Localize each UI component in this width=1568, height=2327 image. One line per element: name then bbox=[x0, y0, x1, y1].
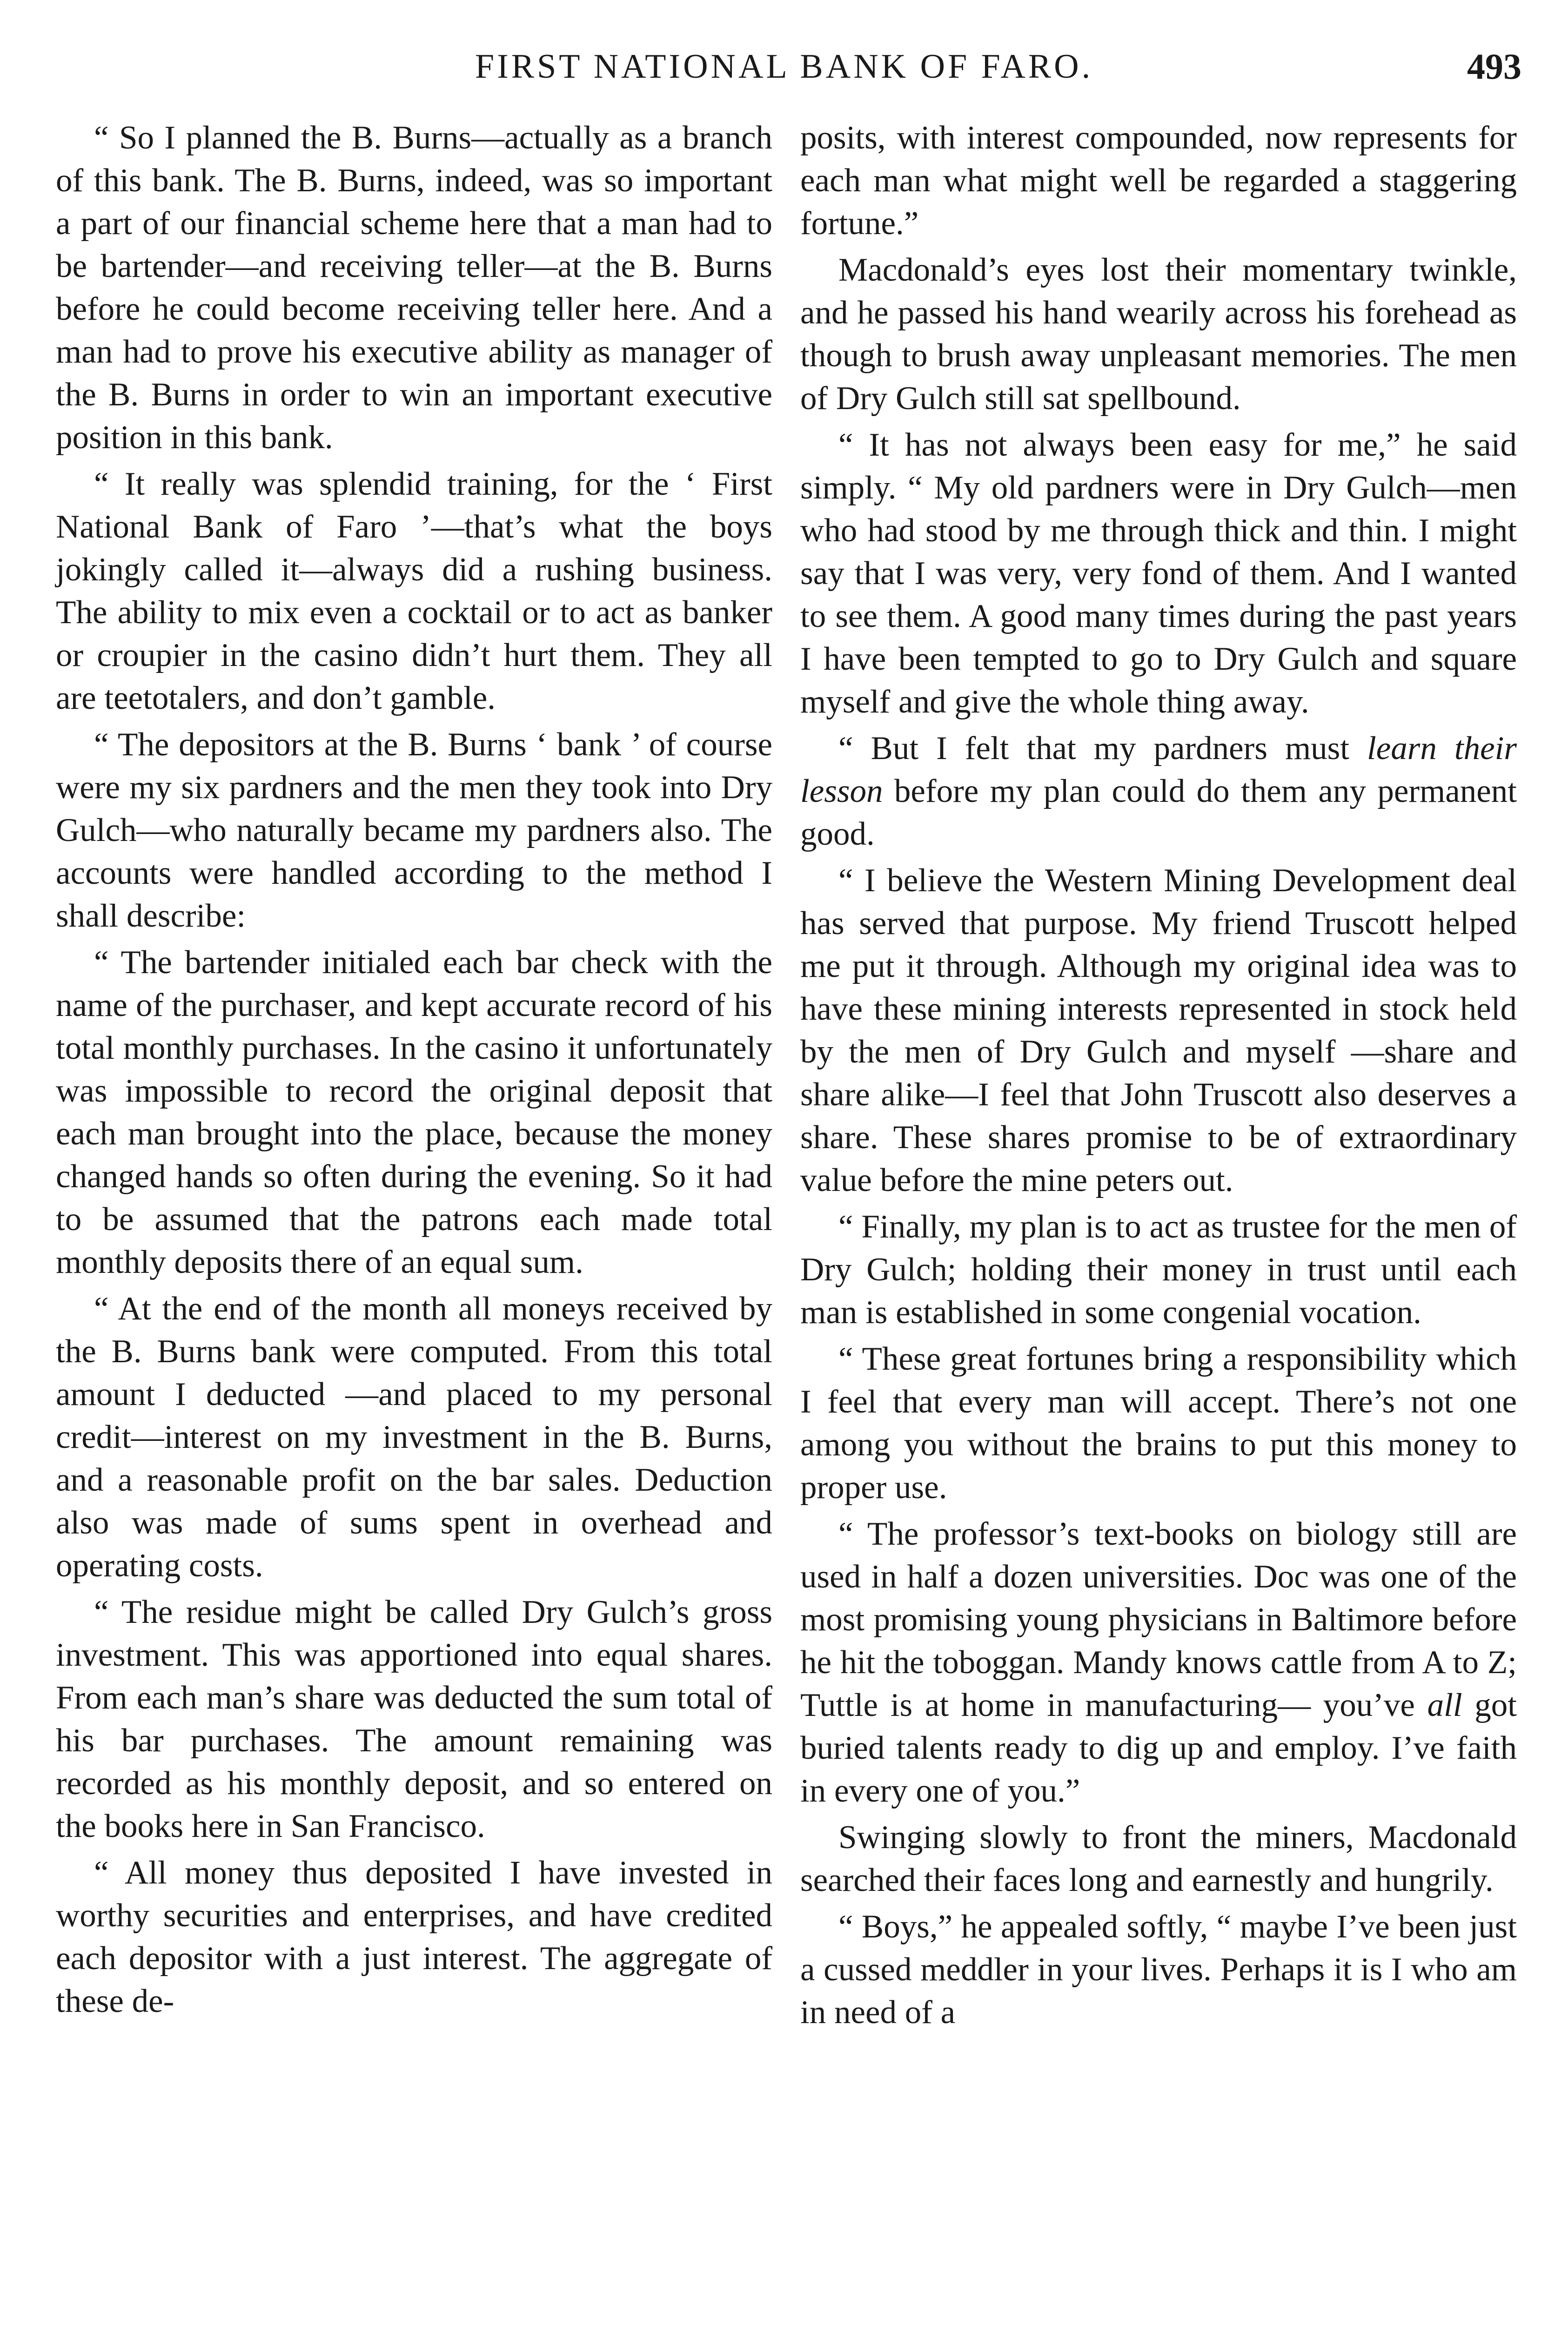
right-column bbox=[800, 116, 1517, 2327]
paragraph: Macdonald’s eyes lost their momentary twinkle, and he passed his hand wearily across his forehead as though to brush away unpleasant memories. The men of Dry Gulch still sat spellbound. bbox=[800, 252, 1517, 417]
paragraph bbox=[800, 727, 1517, 855]
text-run: “ But I felt that my pardners must bbox=[838, 730, 1367, 767]
paragraph: “ At the end of the month all moneys received by the B. Burns bank were computed. From this total amount I deducted —and placed to my personal credit—interest on my investment in the B. Burns, and a reasonable profit on the bar sales. Deduction also was made of sums spent in overhead and operating costs. bbox=[56, 1291, 772, 1584]
left-column bbox=[56, 116, 772, 2327]
text-run: got buried talents ready to dig up and employ. I’ve faith in every one of you.” bbox=[800, 1687, 1517, 1809]
page-number: 493 bbox=[1467, 46, 1521, 87]
running-title: FIRST NATIONAL BANK OF FARO. bbox=[475, 47, 1093, 86]
italic-text: learn their lesson bbox=[800, 730, 1517, 809]
paragraph: “ Finally, my plan is to act as trustee for the men of Dry Gulch; holding their money in trust until each man is established in some congenial vocation. bbox=[800, 1209, 1517, 1331]
paragraph: “ The depositors at the B. Burns ‘ bank ’ of course were my six pardners and the men they took into Dry Gulch—who naturally became my pardners also. The accounts were handled according to the method I shall describe: bbox=[56, 726, 772, 934]
paragraph: “ All money thus deposited I have invested in worthy securities and enterprises, and have credited each depositor with a just interest. The aggregate of these de- bbox=[56, 1855, 772, 2019]
paragraph: “ It really was splendid training, for the ‘ First National Bank of Faro ’—that’s what the boys jokingly called it—always did a rushing business. The ability to mix even a cocktail or to act as banker or croupier in the casino didn’t hurt them. They all are teetotalers, and don’t gamble. bbox=[56, 466, 772, 716]
paragraph: “ The residue might be called Dry Gulch’s gross investment. This was apportioned into equal shares. From each man’s share was deducted the sum total of his bar purchases. The amount remaining was recorded as his monthly deposit, and so entered on the books here in San Francisco. bbox=[56, 1594, 772, 1844]
paragraph: “ Boys,” he appealed softly, “ maybe I’ve been just a cussed meddler in your lives. Perhaps it is I who am in need of a bbox=[800, 1909, 1517, 2031]
paragraph: “ These great fortunes bring a responsibility which I feel that every man will accept. There’s not one among you without the brains to put this money to proper use. bbox=[800, 1341, 1517, 1506]
paragraph: “ I believe the Western Mining Development deal has served that purpose. My friend Truscott helped me put it through. Although my original idea was to have these mining interests represented in stock held by the men of Dry Gulch and myself —share and share alike—I feel that John Truscott also deserves a share. These shares promise to be of extraordinary value before the mine peters out. bbox=[800, 862, 1517, 1198]
text-run: “ The professor’s text-books on biology still are used in half a dozen universities. Doc was one of the most promising young physicians in Baltimore before he hit the toboggan. Mandy knows cattle from A to Z; Tuttle is at home in manufacturing— you’ve bbox=[800, 1516, 1517, 1723]
italic-text: all bbox=[1427, 1687, 1462, 1723]
page-header bbox=[47, 41, 1521, 92]
paragraph-continued: posits, with interest compounded, now represents for each man what might well be regarded a staggering fortune.” bbox=[800, 120, 1517, 242]
paragraph: “ So I planned the B. Burns—actually as a branch of this bank. The B. Burns, indeed, was so important a part of our financial scheme here that a man had to be bartender—and receiving teller—at the B. Burns before he could become receiving teller here. And a man had to prove his executive ability as manager of the B. Burns in order to win an important executive position in this bank. bbox=[56, 120, 772, 456]
paragraph: “ It has not always been easy for me,” he said simply. “ My old pardners were in Dry Gulch—men who had stood by me through thick and thin. I might say that I was very, very fond of them. And I wanted to see them. A good many times during the past years I have been tempted to go to Dry Gulch and square myself and give the whole thing away. bbox=[800, 427, 1517, 720]
paragraph bbox=[800, 1513, 1517, 1812]
paragraph: Swinging slowly to front the miners, Macdonald searched their faces long and earnestly and hungrily. bbox=[800, 1819, 1517, 1898]
text-run: before my plan could do them any permanent good. bbox=[800, 773, 1517, 852]
paragraph: “ The bartender initialed each bar check with the name of the purchaser, and kept accurate record of his total monthly purchases. In the casino it unfortunately was impossible to record the original deposit that each man brought into the place, because the money changed hands so often during the evening. So it had to be assumed that the patrons each made total monthly deposits there of an equal sum. bbox=[56, 944, 772, 1280]
